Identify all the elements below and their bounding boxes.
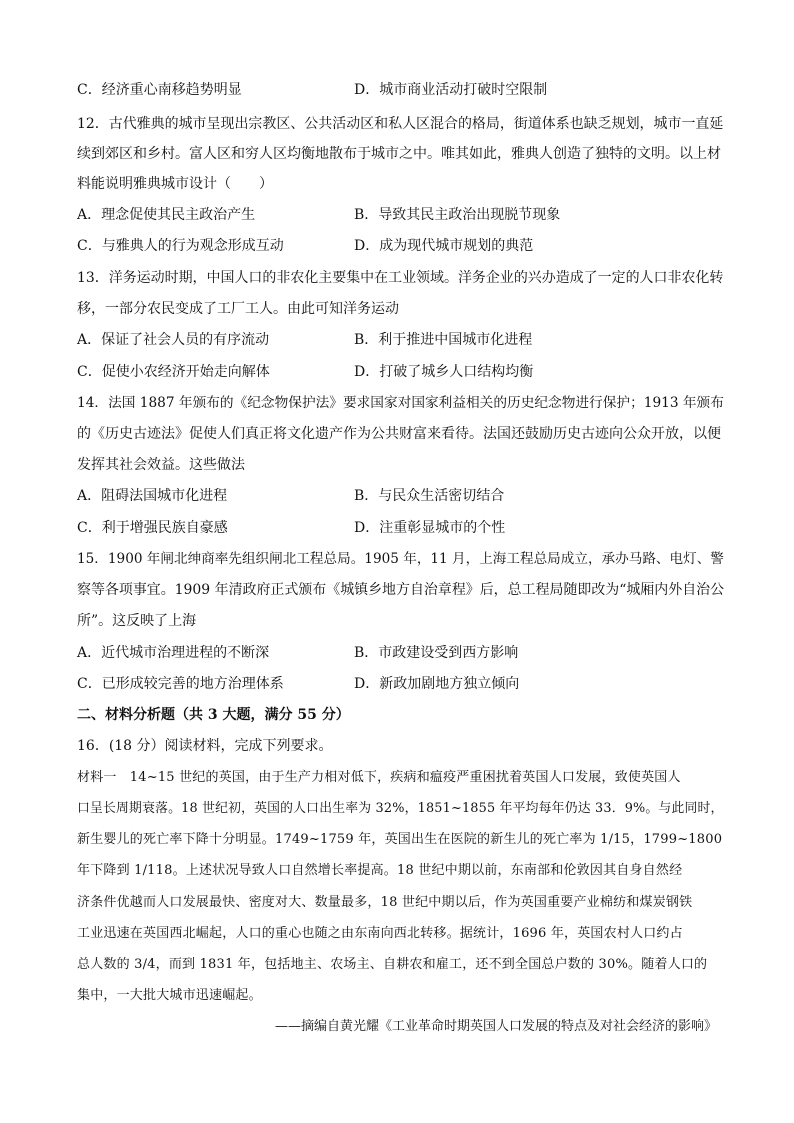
q15-option-d: D．新政加剧地方独立倾向 xyxy=(354,676,520,692)
q13-option-b: B．利于推进中国城市化进程 xyxy=(354,332,533,348)
q16-material-line-1: 材料一 14~15 世纪的英国，由于生产力相对低下，疾病和瘟疫严重困扰着英国人口发展，致使英国人 xyxy=(77,770,681,785)
q16-material-line-5: 济条件优越而人口发展最快、密度对大、数量最多，18 世纪中期以后，作为英国重要产业棉纺和煤炭钢铁 xyxy=(77,895,693,910)
q14-stem-line-1: 14．法国 1887 年颁布的《纪念物保护法》要求国家对国家利益相关的历史纪念物进行保护；1913 年颁布 xyxy=(77,395,724,411)
q16-source-citation: ——摘编自黄光耀《工业革命时期英国人口发展的特点及对社会经济的影响》 xyxy=(274,1019,717,1034)
q16-intro: 16．(18 分）阅读材料，完成下列要求。 xyxy=(77,738,333,754)
q12-stem-line-1: 12．古代雅典的城市呈现出宗教区、公共活动区和私人区混合的格局，街道体系也缺乏规划，城市一直延 xyxy=(77,116,724,132)
q13-option-d: D．打破了城乡人口结构均衡 xyxy=(354,364,534,380)
q14-option-a: A．阻碍法国城市化进程 xyxy=(77,488,228,504)
q15-stem-line-1: 15．1900 年闸北绅商率先组织闸北工程总局。1905 年，11 月，上海工程总局成立，承办马路、电灯、警 xyxy=(77,551,724,567)
q15-option-a: A．近代城市治理进程的不断深 xyxy=(77,645,270,661)
q12-option-b: B．导致其民主政治出现脱节现象 xyxy=(354,207,561,223)
q12-option-d: D．成为现代城市规划的典范 xyxy=(354,238,534,254)
q14-option-b: B．与民众生活密切结合 xyxy=(354,488,505,504)
q13-stem-line-1: 13．洋务运动时期，中国人口的非农化主要集中在工业领域。洋务企业的兴办造成了一定的人口非农化转 xyxy=(77,270,724,286)
q13-option-c: C．促使小农经济开始走向解体 xyxy=(77,364,270,380)
q14-option-c: C．利于增强民族自豪感 xyxy=(77,520,228,536)
q11-option-c: C．经济重心南移趋势明显 xyxy=(77,82,242,98)
q13-option-a: A．保证了社会人员的有序流动 xyxy=(77,332,270,348)
q12-stem-line-3: 料能说明雅典城市设计（ ） xyxy=(77,176,273,192)
q11-option-d: D．城市商业活动打破时空限制 xyxy=(354,82,548,98)
q15-stem-line-3: 所”。这反映了上海 xyxy=(77,613,197,629)
q16-material-line-2: 口呈长周期衰落。18 世纪初，英国的人口出生率为 32%，1851~1855 年平均每年仍达 33．9%。与此同时， xyxy=(77,801,724,816)
q12-option-c: C．与雅典人的行为观念形成互动 xyxy=(77,238,284,254)
q16-material-line-8: 集中，一大批大城市迅速崛起。 xyxy=(77,988,262,1003)
q14-option-d: D．注重彰显城市的个性 xyxy=(354,520,506,536)
q16-material-line-7: 总人数的 3/4，而到 1831 年，包括地主、农场主、自耕农和雇工，还不到全国总户数的 30%。随着人口的 xyxy=(77,957,708,972)
q14-stem-line-2: 的《历史古迹法》促使人们真正将文化遗产作为公共财富来看待。法国还鼓励历史古迹向公众开放，以便 xyxy=(77,426,721,442)
section-heading: 二、材料分析题（共 3 大题，满分 55 分） xyxy=(77,707,350,723)
q15-stem-line-2: 察等各项事宜。1909 年清政府正式颁布《城镇乡地方自治章程》后，总工程局随即改为“城厢内外自治公 xyxy=(77,582,725,598)
q12-option-a: A．理念促使其民主政治产生 xyxy=(77,207,256,223)
q14-stem-line-3: 发挥其社会效益。这些做法 xyxy=(77,457,245,473)
q16-material-line-3: 新生婴儿的死亡率下降十分明显。1749~1759 年，英国出生在医院的新生儿的死亡率为 1/15，1799~1800 xyxy=(77,832,723,847)
q16-material-line-6: 工业迅速在英国西北崛起，人口的重心也随之由东南向西北转移。据统计，1696 年，英国农村人口约占 xyxy=(77,926,683,941)
q15-option-c: C．已形成较完善的地方治理体系 xyxy=(77,676,284,692)
q16-material-line-4: 年下降到 1/118。上述状况导致人口自然增长率提高。18 世纪中期以前，东南部和伦敦因其自身自然经 xyxy=(77,863,683,878)
q12-stem-line-2: 续到郊区和乡村。富人区和穷人区均衡地散布于城市之中。唯其如此，雅典人创造了独特的文明。以上材 xyxy=(77,146,721,162)
q13-stem-line-2: 移，一部分农民变成了工厂工人。由此可知洋务运动 xyxy=(77,301,399,317)
q15-option-b: B．市政建设受到西方影响 xyxy=(354,645,519,661)
